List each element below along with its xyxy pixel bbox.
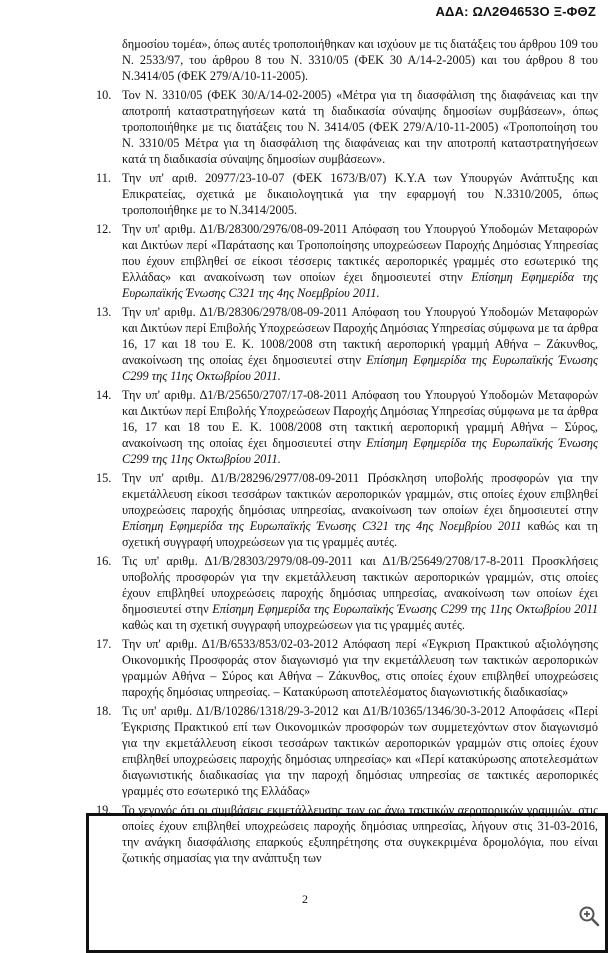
list-item	[0, 636, 610, 700]
zoom-in-icon[interactable]	[578, 905, 600, 927]
document-body	[0, 36, 610, 869]
list-item-text: Την υπ' αριθμ. Δ1/Β/28300/2976/08-09-2011 Απόφαση του Υπουργού Υποδομών Μεταφορών και Δικτύων περί «Παράτασης και Τροποποίησης υποχρεώσεων Παροχής Δημόσιας Υπηρεσίας που έχουν επιβληθεί σε είκοσι τέσσερις τακτικές αεροπορικές γραμμές στο εσωτερικό της Ελλάδας» και ανακοίνωση των οποίων έχει δημοσιευτεί στην Επίσημη Εφημερίδα της Ευρωπαϊκής Ένωσης C321 της 4ης Νοεμβρίου 2011.	[122, 222, 599, 300]
list-item	[0, 170, 610, 218]
list-item-text: Την υπ' αριθμ. Δ1/Β/25650/2707/17-08-2011 Απόφαση του Υπουργού Υποδομών Μεταφορών και Δικτύων περί Επιβολής Υποχρεώσεων Παροχής Δημόσιας Υπηρεσίας σύμφωνα με τα άρθρα 16, 17 και 18 του Ε. Κ. 1008/2008 στη τακτική αεροπορική γραμμή Αθήνα – Σύρος, ανακοίνωση της οποίας έχει δημοσιευτεί στην Επίσημη Εφημερίδα της Ευρωπαϊκής Ένωσης C299 της 11ης Οκτωβρίου 2011.	[122, 388, 598, 466]
journal-reference: Επίσημη Εφημερίδα της Ευρωπαϊκής Ένωσης C321 της 4ης Νοεμβρίου 2011	[122, 519, 522, 533]
list-item-text: Τις υπ' αριθμ. Δ1/Β/28303/2979/08-09-2011 και Δ1/Β/25649/2708/17-8-2011 Προσκλήσεις υποβολής προσφορών για την εκμετάλλευση τακτικών αεροπορικών γραμμών, στις οποίες έχουν επιβληθεί υποχρεώσεις παροχής δημόσιας υπηρεσίας, ανακοίνωση των οποίων έχει δημοσιευτεί στην Επίσημη Εφημερίδα της Ευρωπαϊκής Ένωσης C299 της 11ης Οκτωβρίου 2011 καθώς και τη σχετική συγγραφή υποχρεώσεων για τις γραμμές αυτές.	[122, 554, 598, 632]
intro-paragraph: δημοσίου τομέα», όπως αυτές τροποποιήθηκαν και ισχύουν με τις διατάξεις του άρθρου 109 του Ν. 2533/97, του άρθρου 8 του Ν. 3310/05 (ΦΕΚ 30 Α/14-2-2005) και του άρθρου 8 του Ν.3414/05 (ΦΕΚ 279/Α/10-11-2005).	[122, 37, 598, 83]
list-item-text: Τον Ν. 3310/05 (ΦΕΚ 30/Α/14-02-2005) «Μέτρα για τη διασφάλιση της διαφάνειας και την αποτροπή καταστρατηγήσεων κατά τη διαδικασία σύναψης δημοσίων συμβάσεων», όπως τροποποιήθηκε με τις διατάξεις του Ν. 3414/05 (ΦΕΚ 279/Α/10-11-2005) «Τροποποίηση του Ν. 3310/05 Μέτρα για τη διασφάλιση της διαφάνειας και την αποτροπή καταστρατηγήσεων κατά τη διαδικασία σύναψης δημοσίων συμβάσεων».	[122, 88, 598, 166]
list-item-text: Την υπ' αριθμ. Δ1/Β/6533/853/02-03-2012 Απόφαση περί «Έγκριση Πρακτικού αξιολόγησης Οικονομικής Προσφοράς στον διαγωνισμό για την εκμετάλλευση των τακτικών αεροπορικών γραμμών Αθήνα – Σύρος και Αθήνα – Ζάκυνθος, στις οποίες έχουν επιβληθεί υποχρεώσεις παροχής δημόσιας υπηρεσίας. – Κατακύρωση αποτελέσματος διαγωνιστικής διαδικασίας»	[122, 637, 598, 699]
journal-reference: Επίσημη Εφημερίδα της Ευρωπαϊκής Ένωσης C299 της 11ης Οκτωβρίου 2011.	[122, 436, 598, 466]
journal-reference: Επίσημη Εφημερίδα της Ευρωπαϊκής Ένωσης C321 της 4ης Νοεμβρίου 2011.	[122, 270, 599, 300]
list-item	[0, 553, 610, 633]
journal-reference: Επίσημη Εφημερίδα της Ευρωπαϊκής Ένωσης C299 της 11ης Οκτωβρίου 2011	[212, 602, 598, 616]
list-item-number: 18.	[96, 704, 112, 718]
list-item-text: Το γεγονός ότι οι συμβάσεις εκμετάλλευσης των ως άνω τακτικών αεροπορικών γραμμών, στις οποίες έχουν επιβληθεί υποχρεώσεις παροχής δημόσιας υπηρεσίας, λήγουν στις 31-03-2016, την ανάγκη διασφάλισης επαρκούς εξυπηρέτησης στα συγκεκριμένα δρομολόγια, που είναι ζωτικής σημασίας για την ανάπτυξη των	[122, 803, 598, 865]
list-item-text: Την υπ' αριθμ. Δ1/Β/28306/2978/08-09-2011 Απόφαση του Υπουργού Υποδομών Μεταφορών και Δικτύων περί Επιβολής Υποχρεώσεων Παροχής Δημόσιας Υπηρεσίας σύμφωνα με τα άρθρα 16, 17 και 18 του Ε. Κ. 1008/2008 στη τακτική αεροπορική γραμμή Αθήνα – Ζάκυνθος, ανακοίνωση της οποίας έχει δημοσιευτεί στην Επίσημη Εφημερίδα της Ευρωπαϊκής Ένωσης C299 της 11ης Οκτωβρίου 2011.	[122, 305, 598, 383]
list-item	[0, 221, 610, 301]
list-item	[0, 304, 610, 384]
list-item-number: 15.	[96, 471, 112, 485]
list-item-number: 13.	[96, 305, 112, 319]
list-item-number: 17.	[96, 637, 112, 651]
list-item-number: 16.	[96, 554, 112, 568]
numbered-list	[0, 87, 610, 866]
ada-code: ΑΔΑ: ΩΛ2Θ4653Ο Ξ-ΦΘΖ	[435, 4, 596, 19]
page-number: 2	[302, 892, 308, 906]
list-item-number: 14.	[96, 388, 112, 402]
list-item	[0, 87, 610, 167]
list-item-number: 10.	[96, 88, 112, 102]
list-item-number: 12.	[96, 222, 112, 236]
list-item-text: Την υπ' αριθμ. Δ1/Β/28296/2977/08-09-2011 Πρόσκληση υποβολής προσφορών για την εκμετάλλευση είκοσι τεσσάρων τακτικών αεροπορικών γραμμών, στις οποίες έχουν επιβληθεί υποχρεώσεις παροχής δημόσιας υπηρεσίας, ανακοίνωση των οποίων έχει δημοσιευτεί στην Επίσημη Εφημερίδα της Ευρωπαϊκής Ένωσης C321 της 4ης Νοεμβρίου 2011 καθώς και τη σχετική συγγραφή υποχρεώσεων για τις γραμμές αυτές.	[122, 471, 598, 549]
list-item	[0, 387, 610, 467]
list-item-text: Την υπ' αριθ. 20977/23-10-07 (ΦΕΚ 1673/Β/07) Κ.Υ.Α των Υπουργών Ανάπτυξης και Επικρατείας, σχετικά με δικαιολογητικά για την εφαρμογή του Ν.3310/2005, όπως τροποποιήθηκε με το Ν.3414/2005.	[122, 171, 598, 217]
list-item	[0, 470, 610, 550]
list-item	[0, 703, 610, 799]
list-item-number: 11.	[96, 171, 111, 185]
list-item-number: 19.	[96, 803, 112, 817]
highlight-box	[86, 813, 608, 953]
list-item-text: Τις υπ' αριθμ. Δ1/Β/10286/1318/29-3-2012 και Δ1/Β/10365/1346/30-3-2012 Αποφάσεις «Περί Έγκρισης Πρακτικού επί των Οικονομικών προσφορών των συμμετεχόντων στον διαγωνισμό για την εκμετάλλευση είκοσι τεσσάρων τακτικών αεροπορικών γραμμών στις οποίες έχουν επιβληθεί υποχρεώσεις παροχής δημόσιας υπηρεσίας» και «Περί κατακύρωσης αποτελεσμάτων διαγωνιστικής διαδικασίας για την παροχή δημόσιας υπηρεσίας σε τακτικές αεροπορικές γραμμές στο εσωτερικό της Ελλάδας»	[122, 704, 598, 798]
journal-reference: Επίσημη Εφημερίδα της Ευρωπαϊκής Ένωσης C299 της 11ης Οκτωβρίου 2011.	[122, 353, 598, 383]
